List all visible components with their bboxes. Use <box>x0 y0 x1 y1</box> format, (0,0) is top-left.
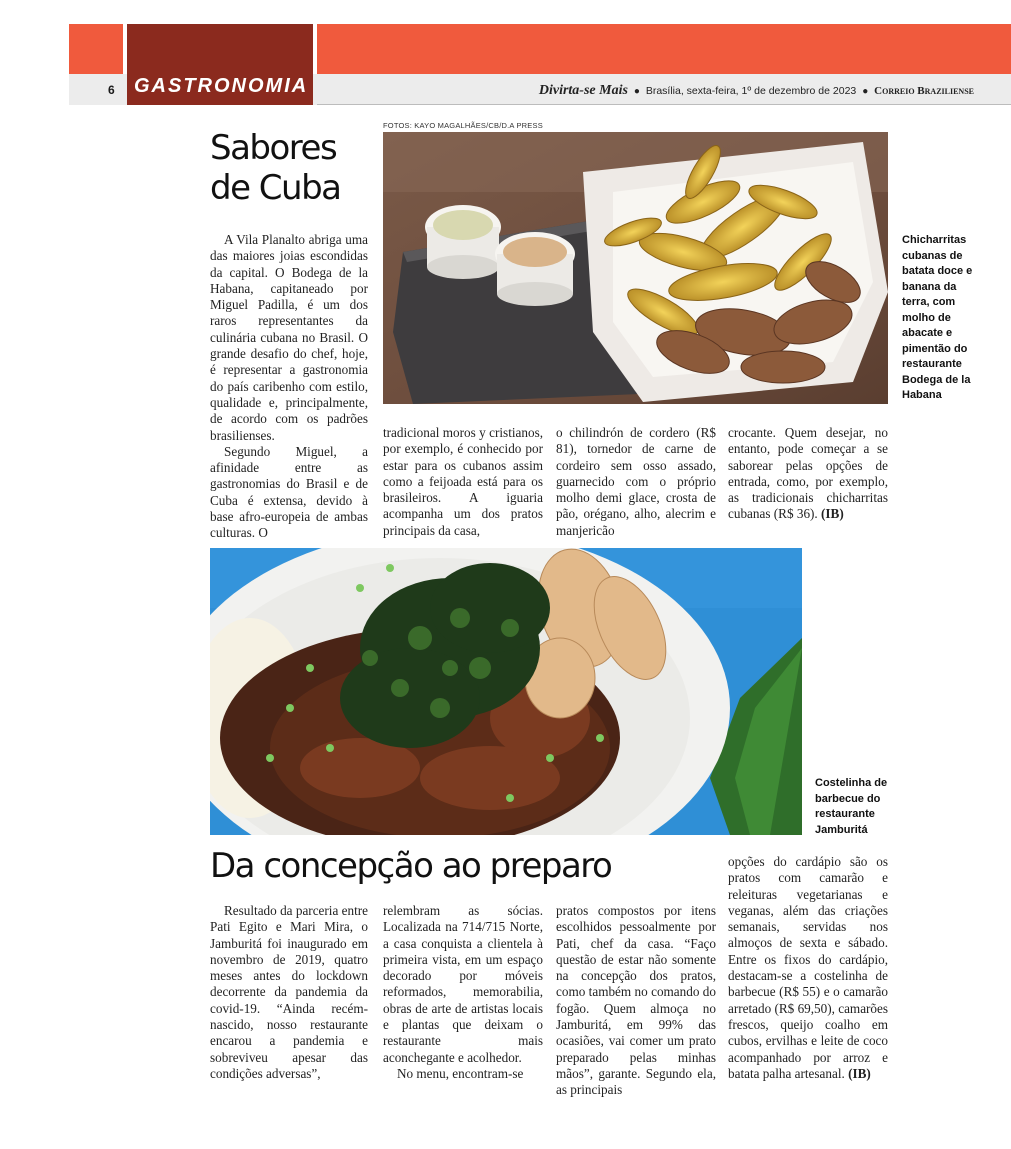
article2-column-1 <box>210 903 368 1082</box>
paragraph <box>728 854 888 1082</box>
section-label: GASTRONOMIA <box>134 75 309 97</box>
paragraph: Resultado da parceria entre Pati Egito e Mari Mira, o Jamburitá foi inaugurado em novembro de 2019, quatro meses antes do lockdown decorrente da pandemia da covid-19. “Ainda recém-nascido, nosso restaurante encarou a pandemia e sobreviveu apesar das condições adversas”, <box>210 903 368 1081</box>
bullet-icon: ● <box>862 86 869 97</box>
paragraph: relembram as sócias. Localizada na 714/715 Norte, a casa conquista a clientela à primeira vista, em um espaço decorado por móveis reformados, memorabilia, obras de arte de artistas locais e plantas que deixam o restaurante mais aconchegante e acolhedor. <box>383 903 543 1065</box>
paragraph: o chilindrón de cordero (R$ 81), tornedor de carne de cordeiro sem osso assado, guarnecido com o próprio molho demi glace, crosta de pão, orégano, alho, alecrim e manjericão <box>556 425 716 538</box>
header-rule <box>317 104 1011 105</box>
article1-headline <box>210 128 370 208</box>
paragraph: tradicional moros y cristianos, por exemplo, é conhecido por estar para os cubanos assim como a feijoada está para os brasileiros. A iguaria acompanha um dos pratos principais da casa, <box>383 425 543 538</box>
bullet-icon: ● <box>633 86 640 97</box>
article2-column-3 <box>556 903 716 1099</box>
author-signature: (IB) <box>821 506 844 522</box>
article1-column-2 <box>383 425 543 539</box>
paragraph <box>728 425 888 523</box>
article1-column-3 <box>556 425 716 539</box>
article2-headline: Da concepção ao preparo <box>210 846 612 886</box>
paragraph: A Vila Planalto abriga uma das maiores joias escondidas da capital. O Bodega de la Habana, capitaneado por Miguel Padilla, é um dos raros representantes da culinária cubana no Brasil. O grande desafio do chef, hoje, é representar a gastronomia do país caribenho com estilo, qualidade e, principalmente, de acordo com os padrões brasilienses. <box>210 232 368 443</box>
author-signature: (IB) <box>848 1065 871 1081</box>
headline-line: de Cuba <box>210 168 341 208</box>
paragraph: No menu, encontram-se <box>397 1065 524 1081</box>
photo-caption: Costelinha de barbecue do restaurante Jamburitá <box>815 777 888 836</box>
article1-column-1 <box>210 232 368 542</box>
photo-credit: FOTOS: KAYO MAGALHÃES/CB/D.A PRESS <box>383 121 543 130</box>
article1-column-4 <box>728 425 888 523</box>
chicharritas-photo <box>383 132 888 404</box>
page-number: 6 <box>108 83 115 97</box>
paragraph: pratos compostos por itens escolhidos pessoalmente por Pati, chef da casa. “Faço questão de estar não somente na concepção dos pratos, como também no comando do fogão. Quem almoça no Jamburitá, em 99% das ocasiões, vai comer um prato preparado pelas minhas mãos”, garante. Segundo ela, as principais <box>556 903 716 1098</box>
headline-line: Sabores <box>210 128 337 168</box>
article2-column-2 <box>383 903 543 1082</box>
paragraph-text: crocante. Quem desejar, no entanto, pode começar a se saborear pelas opções de entrada, como, por exemplo, as tradicionais chicharritas cubanas (R$ 36). <box>728 425 888 522</box>
paragraph: Segundo Miguel, a afinidade entre as gastronomias do Brasil e de Cuba é extensa, devido à base afro-europeia de ambas culturas. O <box>210 443 368 541</box>
newspaper-name: Correio Braziliense <box>874 85 974 97</box>
dateline <box>539 83 974 99</box>
photo-caption: Chicharritas cubanas de batata doce e banana da terra, com molho de abacate e pimentão do restaurante Bodega de la Habana <box>902 234 973 401</box>
article2-column-4 <box>728 854 888 1082</box>
paragraph-text: opções do cardápio são os pratos com camarão e releituras vegetarianas e veganas, além das criações semanais, servidas nos almoços de sexta e sábado. Entre os fixos do cardápio, destacam-se a costelinha de barbecue (R$ 55) e o camarão arretado (R$ 69,50), camarões frescos, queijo coalho em cubos, ervilhas e leite de coco acompanhado por arroz e batata palha artesanal. <box>728 854 889 1081</box>
edition-date: Brasília, sexta-feira, 1º de dezembro de 2023 <box>645 85 857 97</box>
costelinha-photo <box>210 548 802 835</box>
supplement-name: Divirta-se Mais <box>538 83 628 98</box>
header-band-divider <box>313 24 317 74</box>
